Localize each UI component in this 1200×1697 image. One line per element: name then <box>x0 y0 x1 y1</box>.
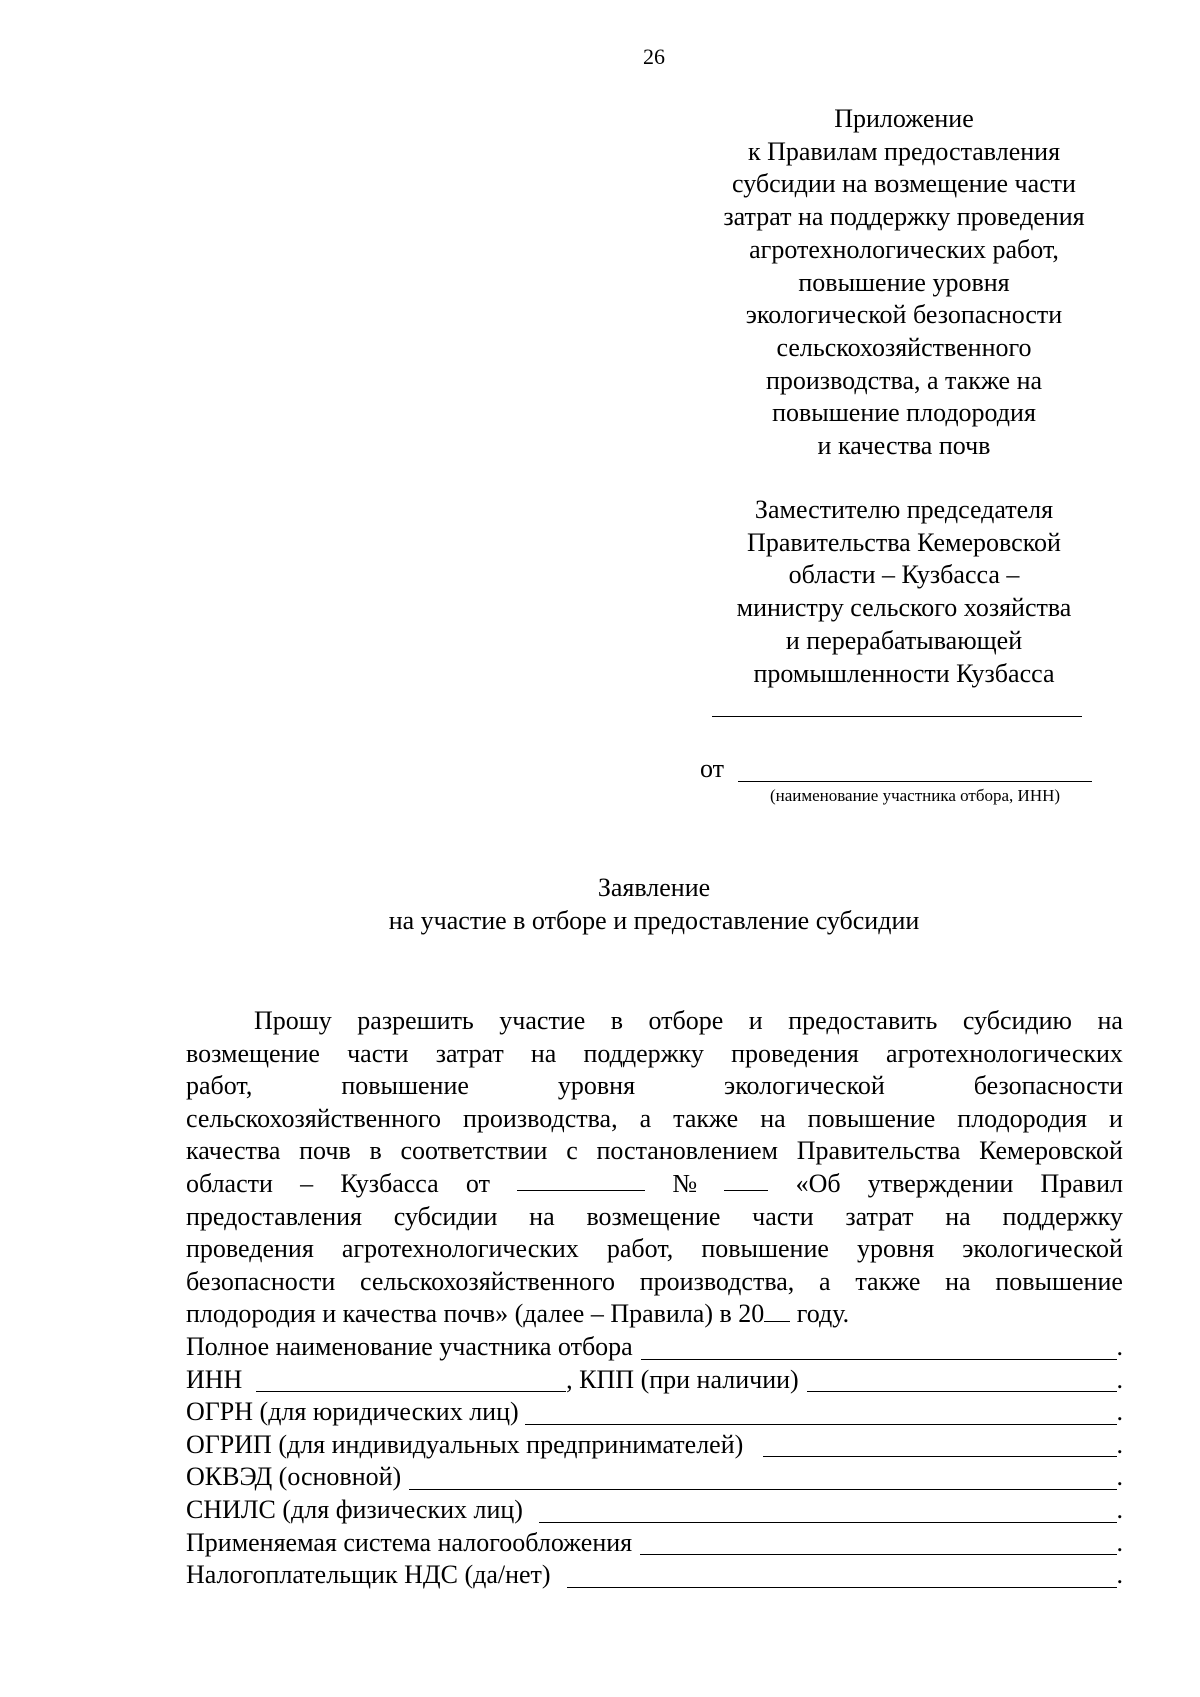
body-word: уровня <box>557 1071 636 1101</box>
year-blank[interactable] <box>764 1299 790 1322</box>
field-row-tax-system <box>186 1527 1123 1560</box>
body-word: в <box>610 1006 624 1035</box>
field-row-ogrn <box>186 1396 1123 1429</box>
body-word: поддержку <box>583 1038 704 1068</box>
appendix-line: производства, а также на <box>765 365 1043 395</box>
body-word: агротехнологических <box>886 1038 1123 1068</box>
body-word: безопасности <box>186 1266 336 1296</box>
body-word: а <box>639 1103 652 1133</box>
body-word: «Об <box>795 1168 841 1198</box>
body-word: безопасности <box>973 1071 1123 1101</box>
body-word: – <box>300 1168 314 1198</box>
body-word: участие <box>499 1006 586 1035</box>
appendix-line: сельскохозяйственного <box>776 332 1032 362</box>
appendix-line: к Правилам предоставления <box>747 136 1061 166</box>
appendix-header <box>690 103 1118 463</box>
body-word: и <box>1109 1103 1123 1133</box>
body-word: Правил <box>1040 1168 1123 1198</box>
addressee-name-line[interactable] <box>712 716 1082 717</box>
body-word: качества <box>186 1136 281 1166</box>
field-end-mark: . <box>1116 1397 1123 1427</box>
body-word: с <box>566 1136 578 1166</box>
appendix-line: агротехнологических работ, <box>749 234 1059 264</box>
field-end-mark: . <box>1116 1494 1123 1524</box>
body-word: сельскохозяйственного <box>186 1103 441 1133</box>
appendix-line: субсидии на возмещение части <box>732 169 1076 199</box>
field-label: СНИЛС (для физических лиц) <box>186 1494 523 1524</box>
field-row-inn-kpp <box>186 1364 1123 1397</box>
body-word: предоставить <box>788 1006 938 1035</box>
body-word: работ, <box>186 1071 253 1101</box>
body-word: разрешить <box>357 1006 474 1035</box>
body-line <box>186 1168 1123 1201</box>
body-word: в <box>369 1136 382 1166</box>
body-word: экологической <box>962 1234 1123 1264</box>
body-word: а <box>819 1266 831 1296</box>
body-word: на <box>530 1038 557 1068</box>
kpp-field[interactable] <box>807 1367 1117 1392</box>
body-word: проведения <box>186 1234 314 1264</box>
body-word: повышение <box>995 1266 1123 1296</box>
field-label: ОГРН (для юридических лиц) <box>186 1397 519 1427</box>
from-caption: (наименование участника отбора, ИНН) <box>769 786 1061 805</box>
body-word: поддержку <box>1002 1201 1123 1231</box>
body-word: возмещение <box>586 1201 721 1231</box>
body-word: Кемеровской <box>979 1136 1123 1166</box>
body-word: отборе <box>648 1006 724 1035</box>
document-title: Заявление <box>597 873 711 902</box>
field-label: Налогоплательщик НДС (да/нет) <box>186 1560 551 1590</box>
body-line <box>186 1005 1123 1038</box>
body-line <box>186 1070 1123 1103</box>
body-word: части <box>752 1201 814 1231</box>
body-line <box>186 1038 1123 1071</box>
body-word: почв <box>299 1136 351 1166</box>
body-line <box>186 1298 1123 1331</box>
body-word: Правительства <box>796 1136 961 1166</box>
document-title-block <box>0 872 1200 937</box>
body-word: повышение <box>807 1103 936 1133</box>
field-row-vat <box>186 1559 1123 1592</box>
body-word: проведения <box>731 1038 859 1068</box>
appendix-line: повышение плодородия <box>772 398 1036 428</box>
body-word: экологической <box>724 1071 885 1101</box>
participant-fields <box>186 1331 1123 1592</box>
body-word: повышение <box>701 1234 829 1264</box>
addressee-line: Заместителю председателя <box>754 495 1054 524</box>
addressee-line: министру сельского хозяйства <box>736 593 1072 623</box>
appendix-line: и качества почв <box>817 431 991 461</box>
body-word: на <box>945 1201 971 1231</box>
document-subtitle: на участие в отборе и предоставление субсидии <box>388 905 920 935</box>
field-end-mark: . <box>1116 1429 1123 1459</box>
field-row-okved <box>186 1461 1123 1494</box>
body-line <box>186 1266 1123 1299</box>
body-word: части <box>347 1038 409 1068</box>
appendix-line: экологической безопасности <box>745 300 1063 330</box>
body-word: сельскохозяйственного <box>359 1266 615 1296</box>
body-line <box>186 1103 1123 1136</box>
body-word: производства, <box>463 1103 618 1133</box>
body-word: на <box>529 1201 555 1231</box>
body-word: также <box>673 1103 739 1133</box>
addressee-line: Правительства Кемеровской <box>747 527 1061 557</box>
body-text: году. <box>790 1299 850 1329</box>
tax-system-field[interactable] <box>640 1530 1116 1555</box>
body-word: на <box>945 1266 971 1296</box>
body-word: утверждении <box>867 1168 1014 1198</box>
body-word: предоставления <box>186 1201 362 1231</box>
body-word: затрат <box>845 1201 914 1231</box>
field-label: ОГРИП (для индивидуальных предпринимателей) <box>186 1429 744 1459</box>
from-participant-line[interactable] <box>738 781 1092 782</box>
body-word: на <box>1097 1006 1123 1035</box>
field-label: Применяемая система налогообложения <box>186 1527 633 1557</box>
field-label: ОКВЭД (основной) <box>186 1462 402 1492</box>
body-word: Прошу <box>254 1006 332 1035</box>
snils-field[interactable] <box>539 1498 1117 1523</box>
page-number: 26 <box>643 44 665 69</box>
body-line <box>186 1201 1123 1234</box>
okved-field[interactable] <box>409 1465 1116 1490</box>
body-word: повышение <box>341 1071 469 1101</box>
body-word: постановлением <box>596 1136 778 1166</box>
field-end-mark: . <box>1116 1364 1124 1394</box>
ogrip-field[interactable] <box>763 1432 1116 1457</box>
vat-payer-field[interactable] <box>567 1563 1117 1588</box>
body-word: на <box>760 1103 786 1133</box>
addressee-line: и перерабатывающей <box>785 625 1023 655</box>
appendix-line: Приложение <box>834 104 974 133</box>
field-label: , КПП (при наличии) <box>566 1364 799 1394</box>
decree-number-blank[interactable] <box>724 1168 768 1191</box>
application-body <box>186 1005 1123 1331</box>
body-word: субсидию <box>962 1006 1072 1035</box>
body-word: от <box>465 1168 490 1198</box>
full-name-field[interactable] <box>641 1335 1117 1360</box>
body-word: области <box>186 1168 273 1198</box>
inn-field[interactable] <box>256 1367 566 1392</box>
field-row-full-name <box>186 1331 1123 1364</box>
body-word: работ, <box>606 1234 674 1264</box>
addressee-block <box>690 494 1118 690</box>
body-text: плодородия и качества почв» (далее – Правила) в 20 <box>186 1299 765 1329</box>
addressee-line: промышленности Кузбасса <box>753 658 1055 688</box>
body-word: уровня <box>857 1234 935 1264</box>
body-line <box>186 1135 1123 1168</box>
body-word: плодородия <box>957 1103 1088 1133</box>
body-line <box>186 1233 1123 1266</box>
body-word: производства, <box>639 1266 795 1296</box>
body-word: возмещение <box>186 1038 320 1068</box>
ogrn-field[interactable] <box>525 1400 1117 1425</box>
body-word: затрат <box>435 1038 504 1068</box>
body-word: также <box>855 1266 921 1296</box>
field-label: Полное наименование участника отбора <box>186 1332 633 1361</box>
body-word: соответствии <box>400 1136 548 1166</box>
appendix-line: затрат на поддержку проведения <box>723 202 1085 232</box>
body-word: и <box>748 1006 763 1035</box>
field-label: ИНН <box>186 1364 243 1394</box>
field-end-mark: . <box>1116 1332 1123 1361</box>
field-row-snils <box>186 1494 1123 1527</box>
appendix-line: повышение уровня <box>798 267 1010 297</box>
from-label: от <box>700 754 725 783</box>
addressee-line: области – Кузбасса – <box>788 560 1020 590</box>
body-word: агротехнологических <box>341 1234 579 1264</box>
decree-date-blank[interactable] <box>517 1168 645 1191</box>
body-word: субсидии <box>393 1201 498 1231</box>
field-end-mark: . <box>1116 1527 1123 1557</box>
body-word: Кузбасса <box>340 1168 439 1198</box>
field-row-ogrip <box>186 1429 1123 1462</box>
body-word: № <box>672 1168 698 1198</box>
field-end-mark: . <box>1116 1462 1123 1492</box>
field-end-mark: . <box>1116 1560 1123 1590</box>
